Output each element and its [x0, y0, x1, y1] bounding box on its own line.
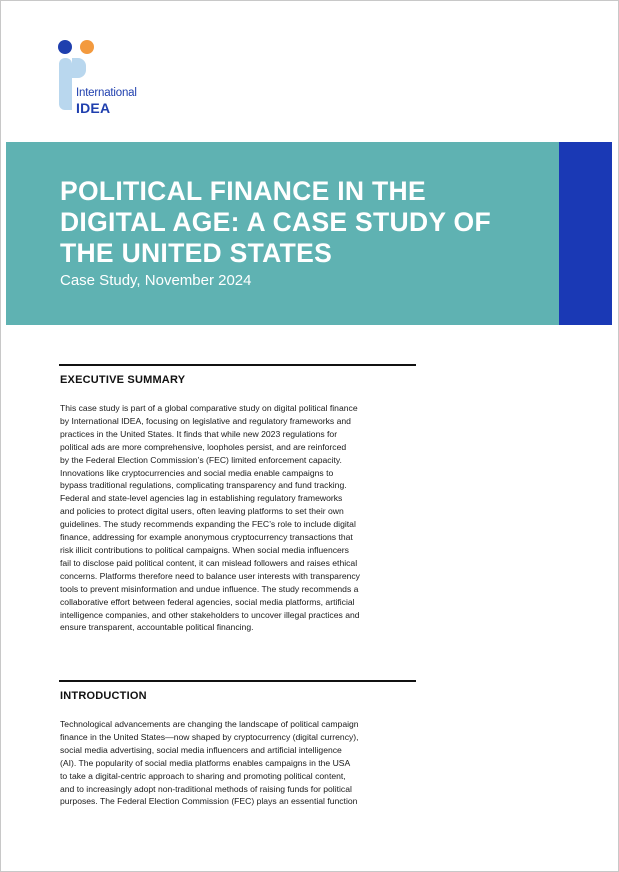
body-line: political ads are more comprehensive, loopholes persist, and are reinforced: [60, 441, 347, 452]
introduction-heading: INTRODUCTION: [60, 690, 147, 702]
international-idea-logo: [58, 40, 168, 120]
body-line: finance, addressing for example anonymous cryptocurrency transactions that: [60, 532, 353, 543]
logo-bar-curve-icon: [72, 58, 86, 78]
executive-summary-heading: EXECUTIVE SUMMARY: [60, 374, 186, 386]
body-line: by International IDEA, focusing on legislative and regulatory frameworks and: [60, 415, 351, 426]
body-line: practices in the United States. It finds that while new 2023 regulations for: [60, 428, 338, 439]
body-line: collaborative effort between federal agencies, social media platforms, artificial: [60, 596, 355, 607]
section-rule: [59, 680, 416, 682]
body-line: and policies to protect digital users, often leaving platforms to set their own: [60, 506, 344, 517]
body-line: This case study is part of a global comparative study on digital political finance: [60, 403, 358, 413]
body-line: (AI). The popularity of social media platforms enables campaigns in the USA: [60, 757, 351, 768]
body-line: Technological advancements are changing the landscape of political campaign: [60, 719, 359, 729]
section-rule: [59, 364, 416, 366]
document-subtitle: Case Study, November 2024: [60, 272, 252, 289]
title-line: DIGITAL AGE: A CASE STUDY OF: [60, 207, 491, 237]
body-line: purposes. The Federal Election Commission (FEC) plays an essential function: [60, 796, 358, 807]
body-line: ensure transparent, accountable political financing.: [60, 622, 254, 633]
body-line: tools to prevent misinformation and undue influence. The study recommends a: [60, 583, 359, 594]
body-line: finance in the United States—now shaped by cryptocurrency (digital currency),: [60, 731, 359, 742]
body-line: Innovations like cryptocurrencies and social media enable campaigns to: [60, 467, 334, 478]
logo-word-international: International: [76, 87, 137, 99]
title-line: THE UNITED STATES: [60, 238, 333, 268]
body-line: and to increasingly adopt non-traditional methods of raising funds for political: [60, 783, 352, 794]
body-line: social media advertising, social media influencers and artificial intelligence: [60, 744, 342, 755]
logo-blue-dot-icon: [58, 40, 72, 54]
title-line: POLITICAL FINANCE IN THE: [60, 176, 426, 206]
body-line: guidelines. The study recommends expanding the FEC’s role to include digital: [60, 519, 356, 530]
body-line: fail to disclose paid political content, it can mislead followers and raises ethical: [60, 557, 358, 568]
document-title: [60, 176, 530, 269]
banner-accent-stripe: [559, 142, 612, 325]
introduction-body: [60, 718, 420, 808]
body-line: to take a digital-centric approach to sharing and promoting political content,: [60, 770, 346, 781]
body-line: intelligence companies, and other stakeholders to uncover illegal practices and: [60, 609, 360, 620]
body-line: concerns. Platforms therefore need to balance user interests with transparency: [60, 570, 360, 581]
body-line: risk illicit contributions to political campaigns. When social media influencers: [60, 544, 349, 555]
body-line: bypass traditional regulations, complicating transparency and fund tracking.: [60, 480, 347, 491]
body-line: by the Federal Election Commission’s (FEC) limited enforcement capacity.: [60, 454, 342, 465]
body-line: Federal and state-level agencies lag in establishing regulatory frameworks: [60, 493, 343, 504]
executive-summary-body: [60, 402, 420, 634]
logo-bar-icon: [59, 58, 72, 110]
logo-word-idea: IDEA: [76, 100, 111, 116]
logo-orange-dot-icon: [80, 40, 94, 54]
